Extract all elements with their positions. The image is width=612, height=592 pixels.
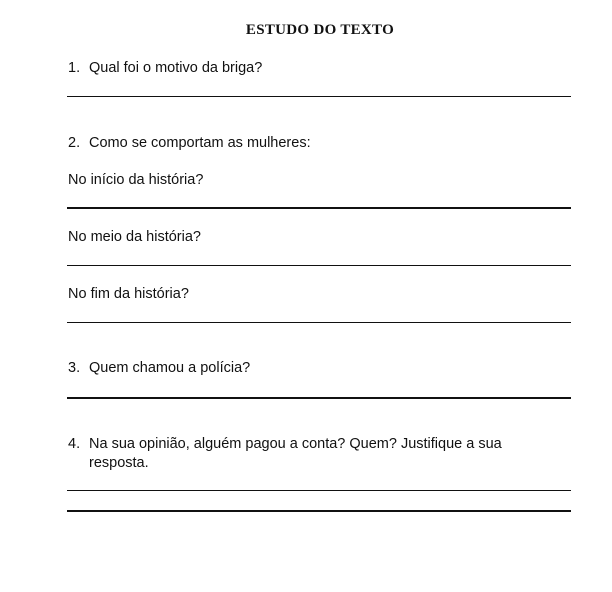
- question-2-part-start: No início da história?: [68, 172, 204, 188]
- question-2: [68, 134, 548, 153]
- question-3: [68, 359, 548, 378]
- answer-line-2c: [67, 322, 571, 323]
- question-2-part-end: No fim da história?: [68, 286, 189, 302]
- question-2-number: 2.: [68, 135, 81, 151]
- question-4: [68, 435, 548, 473]
- worksheet-title: ESTUDO DO TEXTO: [245, 22, 395, 38]
- question-1: [68, 59, 548, 78]
- question-1-number: 1.: [68, 60, 81, 76]
- question-1-text: Qual foi o motivo da briga?: [89, 60, 263, 76]
- answer-line-4a: [67, 490, 571, 491]
- question-4-text: Na sua opinião, alguém pagou a conta? Quem? Justifique a sua resposta.: [89, 436, 502, 471]
- answer-line-3: [67, 397, 571, 399]
- answer-line-2a: [67, 207, 571, 209]
- question-2-part-middle: No meio da história?: [68, 229, 201, 245]
- question-2-text: Como se comportam as mulheres:: [89, 135, 311, 151]
- question-3-number: 3.: [68, 360, 81, 376]
- answer-line-1: [67, 96, 571, 97]
- answer-line-4b: [67, 510, 571, 512]
- question-4-number: 4.: [68, 436, 81, 452]
- answer-line-2b: [67, 265, 571, 266]
- question-3-text: Quem chamou a polícia?: [89, 360, 251, 376]
